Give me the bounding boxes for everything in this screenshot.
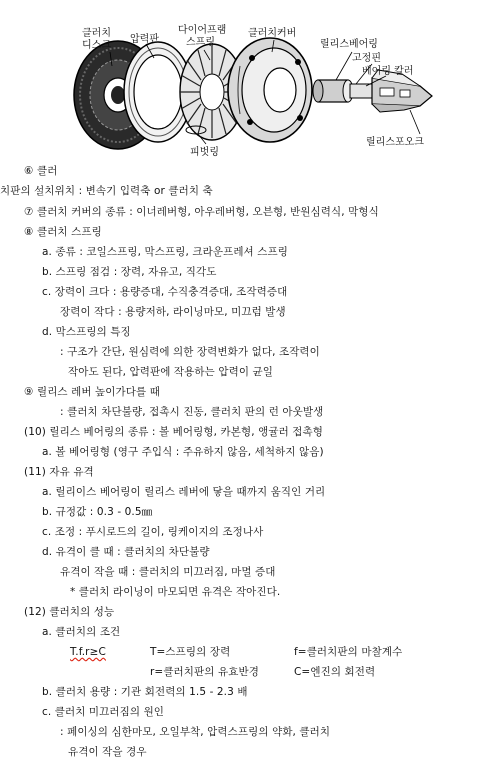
formula-condition: T.f.r≥C	[70, 646, 106, 658]
item-11d-2: 유격이 작을 때 : 클러치의 미끄러짐, 마멸 증대	[60, 566, 276, 578]
label-pivot-ring: 피벗링	[190, 147, 219, 158]
label-clutch-cover: 클러치커버	[248, 28, 297, 39]
formula-var-t: T=스프링의 장력	[150, 646, 231, 658]
item-8c-2: 장력이 작다 : 용량저하, 라이닝마모, 미끄럼 발생	[60, 306, 286, 318]
item-8-heading: ⑧ 클러치 스프링	[24, 226, 102, 238]
label-release-fork: 릴리스포오크	[366, 137, 424, 148]
item-10a: a. 볼 베어링형 (영구 주입식 : 주유하지 않음, 세척하지 않음)	[42, 446, 324, 458]
item-11c: c. 조정 : 푸시로드의 길이, 링케이지의 조정나사	[42, 526, 264, 538]
label-pressure-plate: 압력판	[130, 34, 159, 45]
clutch-cover-drawing	[228, 38, 312, 142]
item-12-heading: (12) 클러치의 성능	[24, 606, 115, 618]
item-12c: c. 클러치 미끄러짐의 원인	[42, 706, 165, 718]
item-12a: a. 클러치의 조건	[42, 626, 121, 638]
label-bearing-collar: 베어링 칼러	[362, 66, 414, 77]
item-8c: c. 장력이 크다 : 용량증대, 수직충격증대, 조작력증대	[42, 286, 288, 298]
item-11b: b. 규정값 : 0.3 - 0.5㎜	[42, 506, 153, 518]
item-8d: d. 막스프링의 특징	[42, 326, 131, 338]
item-7-text: ⑦ 클러치 커버의 종류 : 이너레버형, 아우레버형, 오븐형, 반원심력식, 막형식	[24, 206, 379, 218]
item-11a: a. 릴리이스 베어링이 릴리스 레버에 닿을 때까지 움직인 거리	[42, 486, 326, 498]
formula-var-c: C=엔진의 회전력	[294, 666, 376, 678]
item-6-heading: ⑥ 클러	[24, 165, 58, 177]
item-8d-text2: 작아도 된다, 압력판에 작용하는 압력이 균일	[68, 366, 273, 378]
item-12c-text1: : 페이싱의 심한마모, 오일부착, 압력스프링의 약화, 클러치	[60, 726, 331, 738]
item-11-heading: (11) 자유 유격	[24, 466, 94, 478]
item-11-note: * 클러치 라이닝이 마모되면 유격은 작아진다.	[70, 586, 281, 598]
item-8b: b. 스프링 점검 : 장력, 자유고, 직각도	[42, 266, 217, 278]
item-9-heading: ⑨ 릴리스 레버 높이가다를 때	[24, 386, 160, 398]
item-10-heading: (10) 릴리스 베어링의 종류 : 볼 베어링형, 카본형, 앵귤러 접촉형	[24, 426, 323, 438]
item-11d: d. 유격이 클 때 : 클러치의 차단불량	[42, 546, 210, 558]
label-clutch-disk-line1: 클러치	[82, 28, 111, 39]
formula-var-r: r=클러치판의 유효반경	[150, 666, 259, 678]
item-12b: b. 클러치 용량 : 기관 회전력의 1.5 - 2.3 배	[42, 686, 248, 698]
release-bearing-drawing	[313, 80, 376, 102]
item-9-text: : 클러치 차단불량, 접촉시 진동, 클러치 판의 런 아웃발생	[60, 406, 324, 418]
item-12c-text2: 유격이 작을 경우	[68, 746, 147, 758]
item-8a: a. 종류 : 코일스프링, 막스프링, 크라운프레셔 스프링	[42, 246, 288, 258]
formula-var-f: f=클러치판의 마찰계수	[294, 646, 403, 658]
label-fixing-pin: 고정핀	[352, 53, 381, 64]
label-release-bearing: 릴리스베어링	[320, 39, 378, 50]
label-diaphragm-spring-line2: 스프링	[186, 37, 215, 48]
item-8d-text1: : 구조가 간단, 원심력에 의한 장력변화가 없다, 조작력이	[60, 346, 320, 358]
item-6-text: 치판의 설치위치 : 변속기 입력축 or 클러치 축	[0, 185, 213, 197]
label-diaphragm-spring-line1: 다이어프램	[178, 25, 227, 36]
label-clutch-disk-line2: 디스크	[82, 40, 111, 51]
clutch-exploded-diagram	[0, 0, 478, 160]
